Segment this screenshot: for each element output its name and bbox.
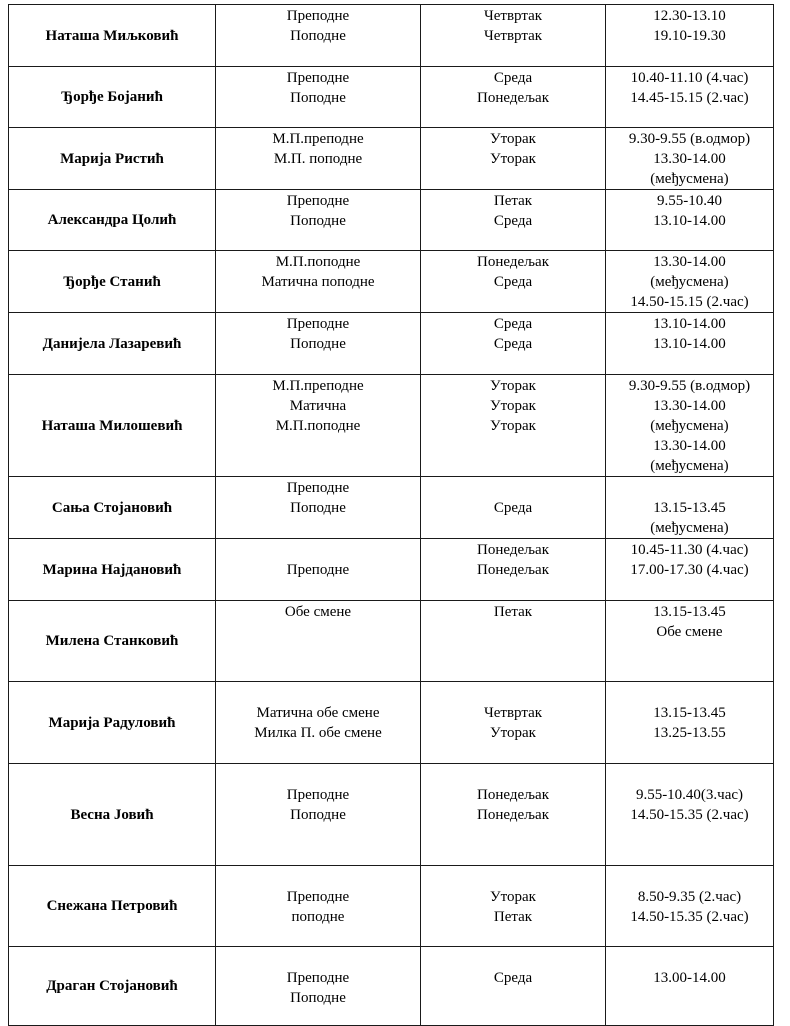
time-cell [606, 866, 774, 947]
shift-line: Преподне [286, 787, 350, 803]
time-line [606, 478, 773, 498]
time-line: 13.25-13.55 [653, 725, 726, 741]
shift-line: М.П.преподне [272, 131, 364, 147]
day-cell [421, 190, 606, 251]
time-line: (међусмена) [650, 274, 729, 290]
day-cell [421, 477, 606, 539]
table-row [9, 128, 774, 190]
shift-line: Поподне [290, 500, 346, 516]
day-cell [421, 947, 606, 1026]
shift-cell [216, 5, 421, 67]
day-line: Уторак [490, 378, 536, 394]
time-cell [606, 539, 774, 601]
day-line: Уторак [490, 131, 536, 147]
time-line: 13.15-13.45 [653, 604, 726, 620]
teacher-name: Наташа Милошевић [9, 375, 216, 477]
day-line: Среда [493, 970, 533, 986]
teacher-name: Марина Најдановић [9, 539, 216, 601]
shift-line: Преподне [286, 8, 350, 24]
day-line: Среда [493, 500, 533, 516]
shift-line: Поподне [290, 28, 346, 44]
shift-cell [216, 313, 421, 375]
shift-cell [216, 866, 421, 947]
time-cell [606, 313, 774, 375]
shift-line: Матична поподне [261, 274, 375, 290]
time-line: 17.00-17.30 (4.час) [630, 562, 749, 578]
time-line: (међусмена) [650, 520, 729, 536]
shift-line: Преподне [286, 70, 350, 86]
time-line: 14.50-15.35 (2.час) [630, 909, 749, 925]
shift-cell [216, 375, 421, 477]
shift-line: поподне [291, 909, 345, 925]
teacher-name: Наташа Миљковић [9, 5, 216, 67]
time-line: 13.10-14.00 [653, 213, 726, 229]
table-row [9, 190, 774, 251]
time-line: 13.30-14.00 [653, 398, 726, 414]
day-cell [421, 682, 606, 764]
day-line: Петак [493, 604, 533, 620]
time-line: 19.10-19.30 [653, 28, 726, 44]
shift-line [216, 540, 420, 560]
day-cell [421, 67, 606, 128]
table-row [9, 67, 774, 128]
table-row [9, 947, 774, 1026]
shift-line: Матична обе смене [256, 705, 380, 721]
day-cell [421, 375, 606, 477]
time-line: 13.00-14.00 [653, 970, 726, 986]
time-line [606, 683, 773, 703]
table-row [9, 313, 774, 375]
table-row [9, 682, 774, 764]
time-cell [606, 67, 774, 128]
day-cell [421, 5, 606, 67]
day-line [421, 683, 605, 703]
schedule-table [8, 4, 774, 1026]
shift-line: Преподне [286, 970, 350, 986]
day-line: Среда [493, 274, 533, 290]
shift-line: М.П.преподне [272, 378, 364, 394]
time-line [606, 948, 773, 968]
time-line: 14.50-15.35 (2.час) [630, 807, 749, 823]
day-cell [421, 128, 606, 190]
teacher-name: Весна Јовић [9, 764, 216, 866]
shift-line: М.П. поподне [273, 151, 363, 167]
time-line: 9.30-9.55 (в.одмор) [628, 131, 751, 147]
day-line [421, 765, 605, 785]
teacher-name: Александра Цолић [9, 190, 216, 251]
table-row [9, 251, 774, 313]
teacher-name: Марија Радуловић [9, 682, 216, 764]
shift-line: Преподне [286, 889, 350, 905]
time-line: 13.30-14.00 [653, 151, 726, 167]
time-line: 13.10-14.00 [653, 336, 726, 352]
shift-line [216, 683, 420, 703]
time-cell [606, 764, 774, 866]
day-line: Понедељак [477, 787, 549, 803]
time-cell [606, 375, 774, 477]
shift-line: Преподне [286, 562, 350, 578]
day-line: Среда [493, 213, 533, 229]
day-line: Четвртак [483, 28, 543, 44]
teacher-name: Марија Ристић [9, 128, 216, 190]
shift-line: Поподне [290, 336, 346, 352]
day-line: Уторак [490, 889, 536, 905]
shift-line: Милка П. обе смене [254, 725, 382, 741]
shift-cell [216, 764, 421, 866]
teacher-name: Снежана Петровић [9, 866, 216, 947]
day-line: Четвртак [483, 705, 543, 721]
table-row [9, 5, 774, 67]
teacher-name: Ђорђе Станић [9, 251, 216, 313]
time-line: 13.15-13.45 [653, 705, 726, 721]
day-line: Понедељак [477, 542, 549, 558]
day-line [421, 948, 605, 968]
time-line: 8.50-9.35 (2.час) [637, 889, 742, 905]
shift-line: Преподне [286, 480, 350, 496]
day-line: Среда [493, 336, 533, 352]
teacher-name: Драган Стојановић [9, 947, 216, 1026]
time-cell [606, 682, 774, 764]
time-line: 10.45-11.30 (4.час) [630, 542, 749, 558]
day-cell [421, 251, 606, 313]
day-line: Среда [493, 70, 533, 86]
time-line: 13.30-14.00 [653, 254, 726, 270]
shift-line: Поподне [290, 90, 346, 106]
time-line: 9.55-10.40(3.час) [635, 787, 744, 803]
table-row [9, 375, 774, 477]
shift-line: Матична [289, 398, 347, 414]
teacher-name: Ђорђе Бојанић [9, 67, 216, 128]
time-cell [606, 251, 774, 313]
shift-cell [216, 477, 421, 539]
day-line: Среда [493, 316, 533, 332]
day-line: Уторак [490, 418, 536, 434]
shift-cell [216, 682, 421, 764]
table-row [9, 601, 774, 682]
table-row [9, 866, 774, 947]
time-line: (међусмена) [650, 458, 729, 474]
shift-line: М.П.поподне [275, 254, 361, 270]
teacher-name: Сања Стојановић [9, 477, 216, 539]
time-line: 13.10-14.00 [653, 316, 726, 332]
shift-cell [216, 251, 421, 313]
time-cell [606, 601, 774, 682]
shift-cell [216, 947, 421, 1026]
day-line [421, 478, 605, 498]
shift-line: М.П.поподне [275, 418, 361, 434]
shift-line: Поподне [290, 213, 346, 229]
shift-cell [216, 601, 421, 682]
shift-cell [216, 67, 421, 128]
table-row [9, 477, 774, 539]
time-cell [606, 477, 774, 539]
time-cell [606, 190, 774, 251]
shift-line [216, 948, 420, 968]
time-line: 9.30-9.55 (в.одмор) [628, 378, 751, 394]
time-line [606, 867, 773, 887]
day-line: Уторак [490, 151, 536, 167]
time-line: 10.40-11.10 (4.час) [630, 70, 749, 86]
day-line: Четвртак [483, 8, 543, 24]
day-line: Петак [493, 193, 533, 209]
day-line [421, 867, 605, 887]
time-cell [606, 128, 774, 190]
day-cell [421, 539, 606, 601]
table-row [9, 764, 774, 866]
time-cell [606, 5, 774, 67]
day-cell [421, 313, 606, 375]
day-line: Петак [493, 909, 533, 925]
day-line: Понедељак [477, 254, 549, 270]
day-line: Понедељак [477, 90, 549, 106]
time-line: 9.55-10.40 [657, 193, 722, 209]
shift-cell [216, 128, 421, 190]
time-line: 12.30-13.10 [653, 8, 726, 24]
day-line: Понедељак [477, 807, 549, 823]
day-cell [421, 866, 606, 947]
table-row [9, 539, 774, 601]
shift-line [216, 765, 420, 785]
teacher-name: Милена Станковић [9, 601, 216, 682]
schedule-body [9, 5, 774, 1026]
day-line: Уторак [490, 398, 536, 414]
shift-line: Преподне [286, 316, 350, 332]
day-line: Понедељак [477, 562, 549, 578]
shift-cell [216, 539, 421, 601]
day-cell [421, 764, 606, 866]
shift-line: Поподне [290, 807, 346, 823]
time-line: Обе смене [656, 624, 723, 640]
shift-cell [216, 190, 421, 251]
day-cell [421, 601, 606, 682]
time-line [606, 765, 773, 785]
shift-line: Преподне [286, 193, 350, 209]
day-line: Уторак [490, 725, 536, 741]
time-line: (међусмена) [650, 418, 729, 434]
shift-line [216, 867, 420, 887]
time-line: 13.15-13.45 [653, 500, 726, 516]
teacher-name: Данијела Лазаревић [9, 313, 216, 375]
shift-line: Поподне [290, 990, 346, 1006]
time-line: 13.30-14.00 [653, 438, 726, 454]
time-cell [606, 947, 774, 1026]
time-line: 14.45-15.15 (2.час) [630, 90, 749, 106]
shift-line: Обе смене [284, 604, 352, 620]
time-line: 14.50-15.15 (2.час) [630, 294, 749, 310]
time-line: (међусмена) [650, 171, 729, 187]
